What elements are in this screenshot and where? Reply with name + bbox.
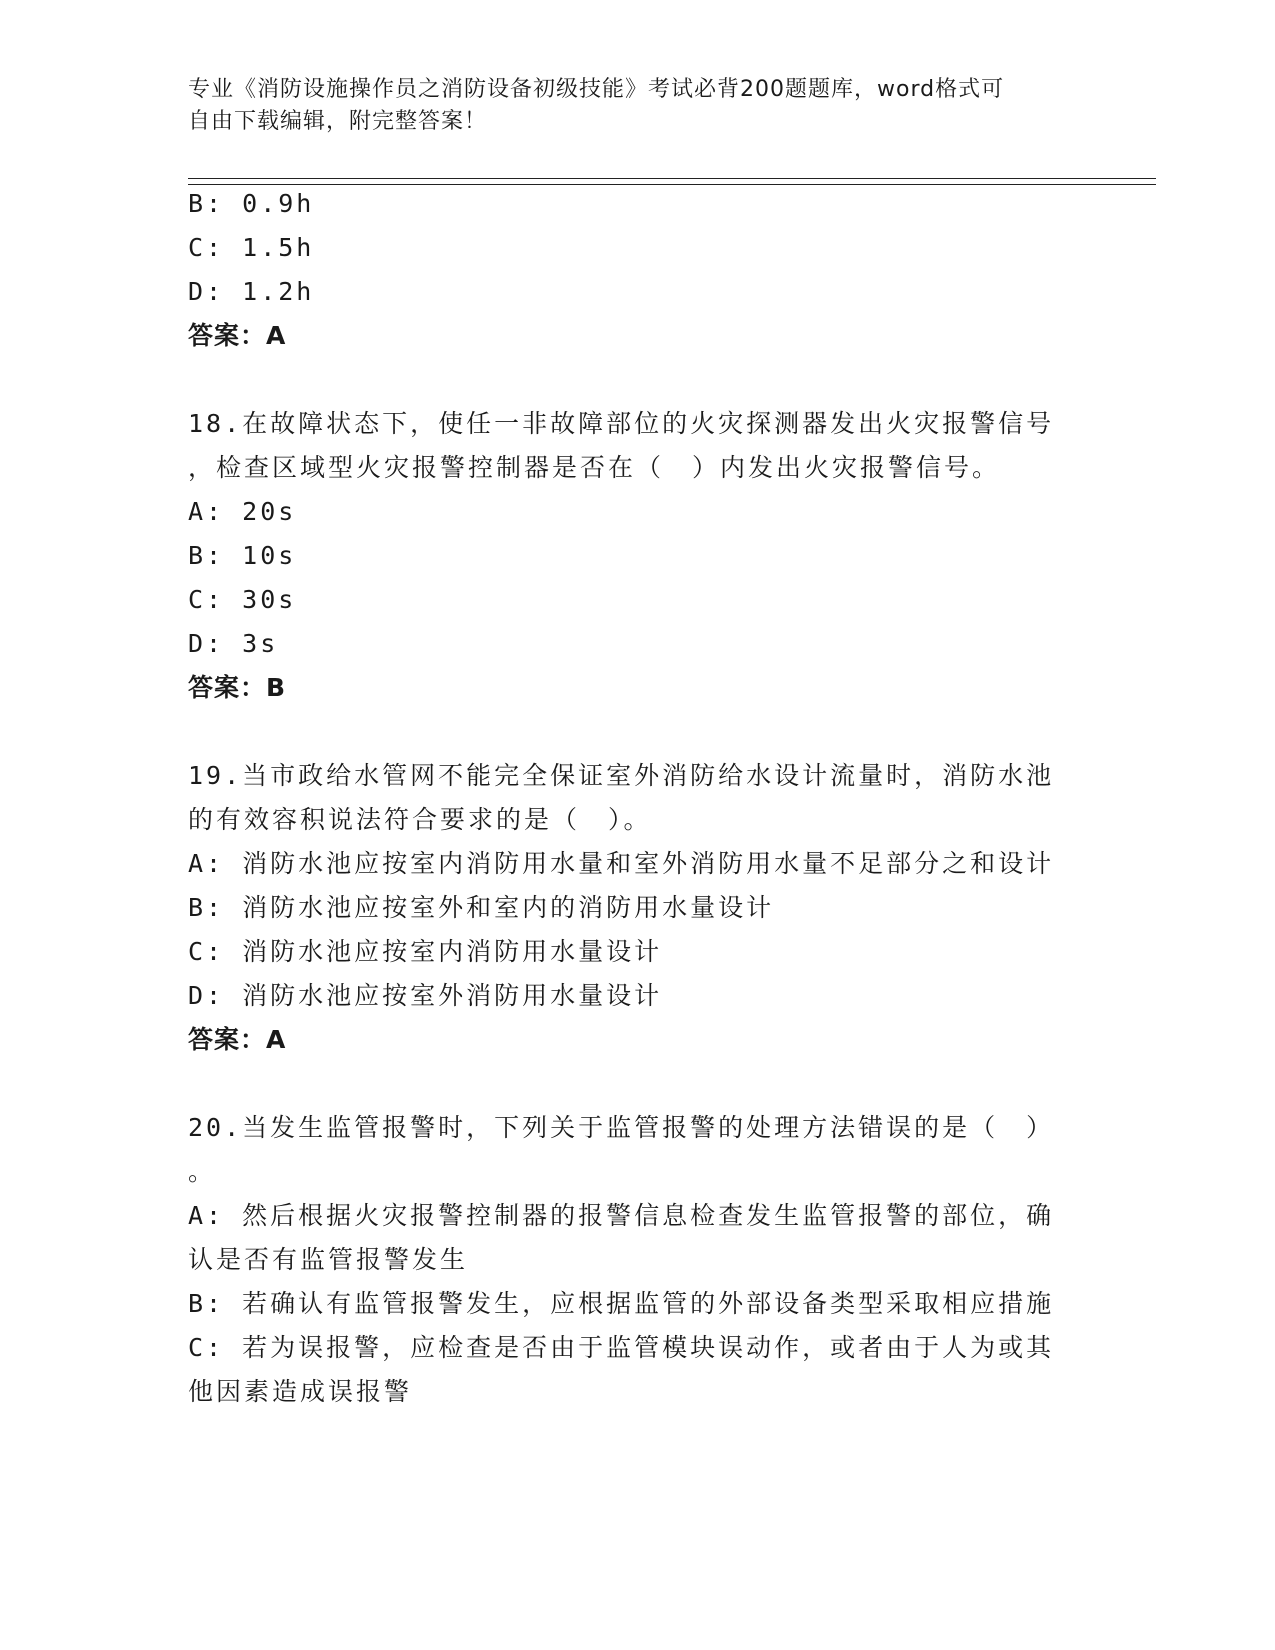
question-18-option-b: B: 10s (188, 541, 297, 570)
question-19-stem-line-1: 19.当市政给水管网不能完全保证室外消防给水设计流量时，消防水池 (188, 761, 1055, 790)
option-b: B: 0.9h (188, 189, 315, 218)
question-19-option-d: D: 消防水池应按室外消防用水量设计 (188, 981, 663, 1010)
header-divider-top (188, 178, 1156, 179)
document-header (188, 74, 1068, 138)
option-c: C: 1.5h (188, 233, 315, 262)
question-18-stem-line-1: 18.在故障状态下，使任一非故障部位的火灾探测器发出火灾报警信号 (188, 409, 1055, 438)
question-18-option-a: A: 20s (188, 497, 297, 526)
question-19-option-c: C: 消防水池应按室内消防用水量设计 (188, 937, 663, 966)
question-20-option-a-line-1: A: 然后根据火灾报警控制器的报警信息检查发生监管报警的部位，确 (188, 1201, 1055, 1230)
question-20-option-a-line-2: 认是否有监管报警发生 (188, 1245, 469, 1274)
header-line-1: 专业《消防设施操作员之消防设备初级技能》考试必背200题题库，word格式可 (188, 77, 1005, 102)
question-20-option-c-line-2: 他因素造成误报警 (188, 1377, 413, 1406)
question-19-answer: 答案：A (188, 1025, 287, 1054)
option-d: D: 1.2h (188, 277, 315, 306)
question-19-stem-line-2: 的有效容积说法符合要求的是（ ）。 (188, 805, 652, 834)
question-20-option-c-line-1: C: 若为误报警，应检查是否由于监管模块误动作，或者由于人为或其 (188, 1333, 1055, 1362)
header-line-2: 自由下载编辑，附完整答案！ (188, 109, 488, 134)
question-18-stem-line-2: ，检查区域型火灾报警控制器是否在（ ）内发出火灾报警信号。 (188, 453, 1001, 482)
question-18-option-c: C: 30s (188, 585, 297, 614)
header-divider-bottom (188, 184, 1156, 185)
question-19-option-b: B: 消防水池应按室外和室内的消防用水量设计 (188, 893, 775, 922)
question-20-stem-line-1: 20.当发生监管报警时，下列关于监管报警的处理方法错误的是（ ） (188, 1113, 1055, 1142)
question-20-stem-line-2: 。 (188, 1157, 217, 1186)
question-19-option-a: A: 消防水池应按室内消防用水量和室外消防用水量不足部分之和设计 (188, 849, 1055, 878)
question-18-option-d: D: 3s (188, 629, 279, 658)
answer-line: 答案：A (188, 321, 287, 350)
question-20-option-b: B: 若确认有监管报警发生，应根据监管的外部设备类型采取相应措施 (188, 1289, 1055, 1318)
question-18-answer: 答案：B (188, 673, 287, 702)
